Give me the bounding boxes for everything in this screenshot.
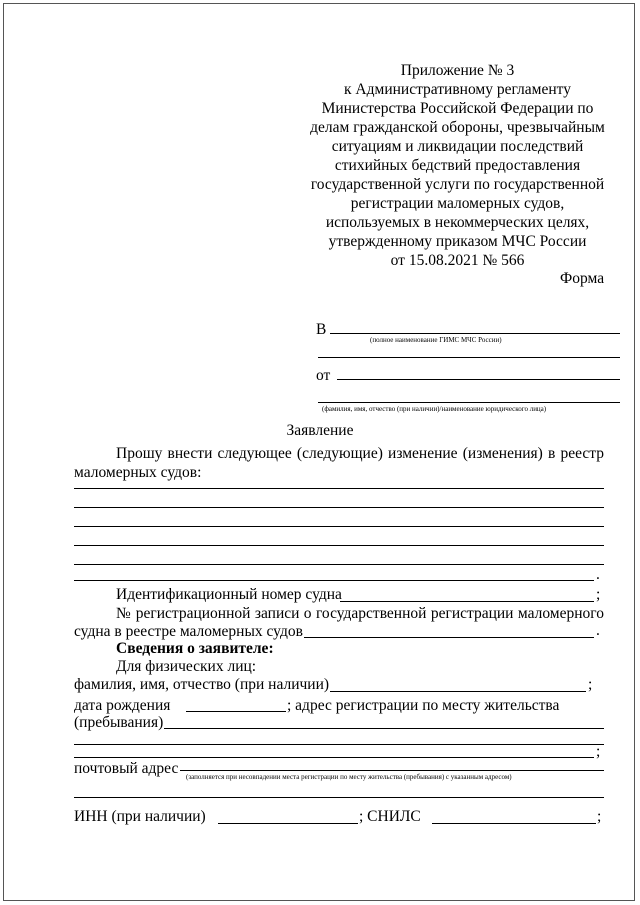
appendix-line: утвержденному приказом МЧС России — [328, 233, 587, 250]
applicant-heading: Сведения о заявителе: — [116, 640, 274, 657]
reg-record-end: . — [596, 622, 600, 639]
birth-date-label: дата рождения — [74, 697, 171, 714]
appendix-line: Приложение № 3 — [400, 62, 515, 79]
fio-field[interactable] — [330, 691, 586, 692]
inn-field[interactable] — [218, 823, 358, 824]
form-label: Форма — [560, 270, 605, 287]
address-field[interactable] — [164, 728, 604, 729]
changes-line[interactable] — [74, 488, 604, 489]
changes-line[interactable] — [74, 580, 594, 581]
changes-line[interactable] — [74, 545, 604, 546]
to-prefix: В — [316, 321, 327, 338]
vessel-id-label: Идентификационный номер судна — [116, 586, 342, 603]
changes-end-dot: . — [596, 566, 600, 583]
appendix-line: к Административному регламенту — [344, 81, 571, 98]
appendix-line: ситуациям и ликвидации последствий — [331, 138, 584, 155]
postal-field-2[interactable] — [74, 797, 604, 798]
address-label: ; адрес регистрации по месту жительства — [287, 697, 560, 714]
appendix-line: регистрации маломерных судов, — [350, 195, 565, 212]
appendix-line: государственной услуги по государственной — [310, 176, 605, 193]
to-field-line[interactable] — [330, 333, 620, 334]
from-field-line-2[interactable] — [318, 402, 620, 403]
changes-line[interactable] — [74, 564, 604, 565]
from-hint: (фамилия, имя, отчество (при наличии)/наименование юридического лица) — [322, 405, 547, 413]
individuals-label: Для физических лиц: — [116, 658, 257, 675]
reg-record-field[interactable] — [304, 637, 594, 638]
to-hint: (полное наименование ГИМС МЧС России) — [370, 336, 502, 344]
appendix-line: делам гражданской обороны, чрезвычайным — [310, 119, 605, 136]
address-field-2[interactable] — [74, 744, 604, 745]
stay-label: (пребывания) — [74, 714, 164, 731]
appendix-line: Министерства Российской Федерации по — [321, 100, 594, 117]
postal-label: почтовый адрес — [74, 760, 179, 777]
postal-field[interactable] — [180, 770, 604, 771]
appendix-block — [305, 61, 610, 270]
document-title: Заявление — [286, 422, 354, 439]
to-field-line-2[interactable] — [318, 357, 620, 358]
appendix-line: стихийных бедствий предоставления — [334, 157, 581, 174]
appendix-line: от 15.08.2021 № 566 — [390, 252, 525, 269]
postal-hint: (заполняется при несовпадении места регистрации по месту жительства (пребывания) с указанным адресом) — [186, 773, 512, 781]
request-text: Прошу внести следующее (следующие) изменение (изменения) в реестр маломерных судов: — [74, 445, 604, 481]
changes-line[interactable] — [74, 507, 604, 508]
reg-record-line1: № регистрационной записи о государственной регистрации маломерного — [116, 605, 604, 622]
vessel-id-end: ; — [596, 586, 601, 603]
fio-label: фамилия, имя, отчество (при наличии) — [74, 676, 330, 693]
snils-end: ; — [597, 808, 602, 825]
from-field-line[interactable] — [337, 379, 620, 380]
appendix-line: используемых в некоммерческих целях, — [325, 214, 590, 231]
changes-line[interactable] — [74, 526, 604, 527]
address-end: ; — [596, 743, 601, 760]
fio-end: ; — [588, 676, 593, 693]
from-prefix: от — [316, 367, 331, 384]
snils-field[interactable] — [432, 823, 596, 824]
reg-record-line2: судна в реестре маломерных судов — [74, 623, 303, 640]
birth-date-field[interactable] — [186, 711, 286, 712]
snils-label: ; СНИЛС — [359, 808, 421, 825]
inn-label: ИНН (при наличии) — [74, 808, 206, 825]
vessel-id-field[interactable] — [340, 601, 594, 602]
address-field-3[interactable] — [74, 757, 594, 758]
